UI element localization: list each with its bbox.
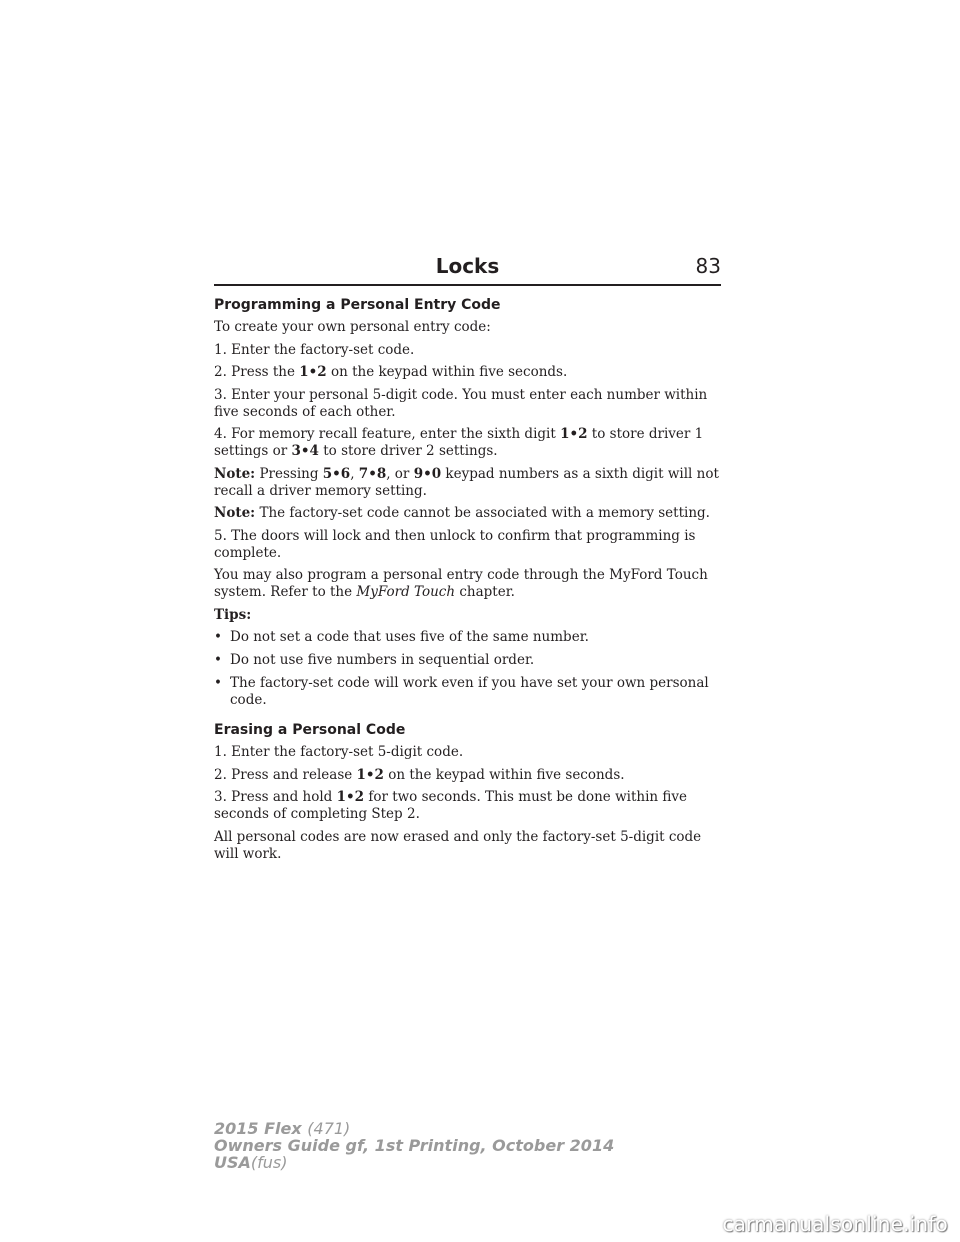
tip-text: Do not use five numbers in sequential order. (230, 652, 535, 668)
list-item (214, 652, 720, 669)
note-text: keypad numbers as a sixth digit will not recall a driver memory setting. (214, 465, 719, 499)
page-content (214, 296, 720, 868)
site-watermark: carmanualsonline.info (722, 1212, 948, 1236)
page-number: 83 (695, 254, 721, 278)
tips-label (214, 607, 720, 624)
bullet-icon: • (214, 652, 222, 668)
myford-reference (214, 567, 720, 601)
bullet-icon: • (214, 675, 222, 691)
list-item (214, 629, 720, 646)
step-text: 2. Press the (214, 364, 300, 380)
tip-text: The factory-set code will work even if you have set your own personal code. (230, 675, 709, 708)
footer-line-3 (214, 1154, 614, 1171)
note-text: The factory-set code cannot be associated with a memory setting. (255, 505, 710, 521)
program-step-2 (214, 364, 720, 381)
intro-text: To create your own personal entry code: (214, 319, 491, 335)
note-label: Note: (214, 505, 256, 521)
program-step-5: 5. The doors will lock and then unlock to confirm that programming is complete. (214, 527, 696, 561)
note-1 (214, 466, 720, 500)
erase-closing: All personal codes are now erased and only the factory-set 5-digit code will work. (214, 828, 702, 862)
tip-text: Do not set a code that uses five of the same number. (230, 629, 589, 645)
step-text: for two seconds. This must be done within five seconds of completing Step 2. (214, 789, 688, 822)
step-text: on the keypad within five seconds. (326, 364, 568, 380)
erase-step-1: 1. Enter the factory-set 5-digit code. (214, 744, 464, 760)
print-footer (214, 1120, 614, 1171)
erase-step-2 (214, 767, 720, 784)
footer-line-2: Owners Guide gf, 1st Printing, October 2014 (214, 1136, 615, 1155)
keypad-key: 7•8 (358, 465, 387, 482)
step-text: 2. Press and release (214, 766, 357, 783)
footer-model-code: (471) (307, 1119, 351, 1138)
keypad-key: 1•2 (356, 766, 384, 783)
step-text: to store driver 2 settings. (318, 443, 498, 459)
note-text: Pressing (255, 465, 323, 482)
section-heading-programming: Programming a Personal Entry Code (214, 297, 501, 313)
bullet-icon: • (214, 629, 222, 645)
note-2 (214, 505, 720, 522)
step-text: 4. For memory recall feature, enter the sixth digit (214, 426, 561, 442)
page-header (214, 254, 721, 286)
footer-market-code: (fus) (250, 1153, 288, 1172)
footer-market: USA (214, 1153, 251, 1172)
erase-step-3 (214, 789, 720, 823)
tips-list (214, 629, 720, 709)
tips-label-text: Tips: (214, 606, 252, 623)
footer-model: 2015 Flex (214, 1119, 302, 1138)
chapter-reference: MyFord Touch (356, 584, 456, 600)
keypad-key: 3•4 (291, 443, 319, 459)
program-step-4 (214, 426, 720, 460)
note-text: , or (386, 465, 414, 482)
keypad-key: 1•2 (336, 789, 365, 805)
program-step-3: 3. Enter your personal 5-digit code. You must enter each number within five seconds of each other. (214, 386, 708, 420)
chapter-title: Locks (435, 254, 500, 278)
step-text: to store driver 1 settings or (214, 426, 704, 459)
note-text: , (350, 465, 359, 482)
list-item (214, 675, 720, 709)
keypad-key: 1•2 (560, 426, 588, 442)
reference-text: chapter. (455, 584, 515, 600)
step-text: on the keypad within five seconds. (383, 766, 625, 783)
program-step-1: 1. Enter the factory-set code. (214, 341, 415, 358)
keypad-key: 1•2 (299, 364, 327, 380)
note-label: Note: (214, 465, 256, 482)
notes (214, 466, 720, 523)
section-heading-erasing: Erasing a Personal Code (214, 722, 406, 738)
keypad-key: 9•0 (413, 465, 442, 482)
footer-line-1 (214, 1120, 614, 1137)
keypad-key: 5•6 (322, 465, 351, 482)
reference-text: You may also program a personal entry code through the MyFord Touch system. Refer to the (214, 567, 708, 600)
step-text: 3. Press and hold (214, 789, 337, 805)
